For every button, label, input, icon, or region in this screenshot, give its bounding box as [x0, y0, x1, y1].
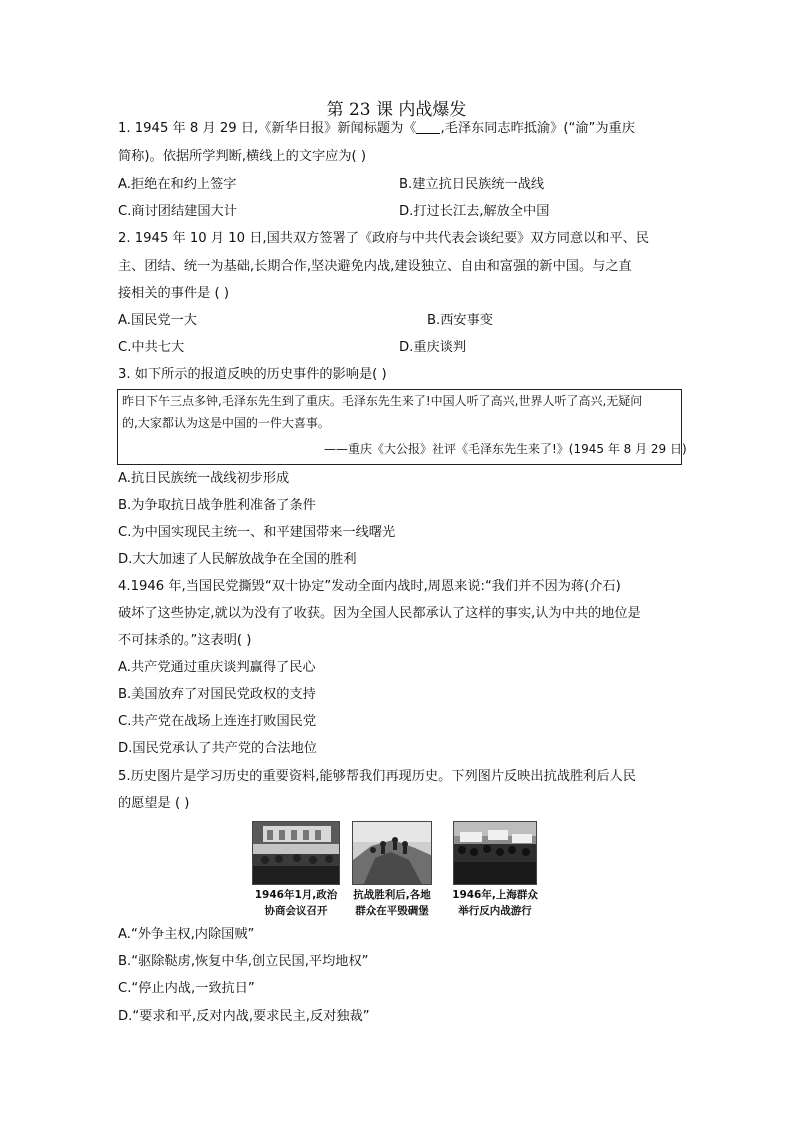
- question-3-option-c: C.为中国实现民主统一、和平建国带来一线曙光: [118, 525, 396, 540]
- quote-line-1: 昨日下午三点多钟,毛泽东先生到了重庆。毛泽东先生来了!中国人听了高兴,世界人听了高兴,无疑问: [122, 394, 643, 408]
- question-5-option-a: A.“外争主权,内除国贼”: [118, 927, 255, 942]
- question-2-stem-line-2: 主、团结、统一为基础,长期合作,坚决避免内战,建设独立、自由和富强的新中国。与之直: [118, 259, 632, 274]
- newspaper-quote-box: [117, 389, 687, 465]
- question-2-option-c: C.中共七大: [118, 340, 185, 355]
- question-4-stem-line-3: 不可抹杀的。”这表明( ): [118, 633, 252, 648]
- photo-2-caption: [346, 887, 438, 919]
- photo-demolishing-blockhouses: [352, 821, 432, 885]
- photo-2-caption-line-2: 群众在平毁碉堡: [355, 905, 429, 917]
- question-4-option-b: B.美国放弃了对国民党政权的支持: [118, 687, 316, 702]
- question-1-stem-line-2: 简称)。依据所学判断,横线上的文字应为( ): [118, 149, 367, 164]
- photo-1-caption: [250, 887, 342, 919]
- question-5-option-d: D.“要求和平,反对内战,要求民主,反对独裁”: [118, 1009, 370, 1024]
- question-1-text-b: ,毛泽东同志昨抵渝》(“渝”为重庆: [440, 121, 635, 136]
- question-4-option-d: D.国民党承认了共产党的合法地位: [118, 741, 317, 756]
- question-1-option-a: A.拒绝在和约上签字: [118, 177, 237, 192]
- question-5-option-b: B.“驱除鞑虏,恢复中华,创立民国,平均地权”: [118, 954, 369, 969]
- photo-3-caption: [449, 887, 541, 919]
- question-5-stem-line-2: 的愿望是 ( ): [118, 796, 190, 811]
- question-4-option-a: A.共产党通过重庆谈判赢得了民心: [118, 660, 316, 675]
- question-4-option-c: C.共产党在战场上连连打败国民党: [118, 714, 317, 729]
- question-3-stem: 3. 如下所示的报道反映的历史事件的影响是( ): [118, 367, 387, 382]
- question-2-option-b: B.西安事变: [427, 313, 493, 328]
- question-3-option-b: B.为争取抗日战争胜利准备了条件: [118, 498, 316, 513]
- photo-anti-civil-war-march: [453, 821, 537, 885]
- question-2-stem-line-3: 接相关的事件是 ( ): [118, 286, 229, 301]
- photo-3-caption-line-1: 1946年,上海群众: [452, 889, 538, 901]
- question-2-stem-line-1: 2. 1945 年 10 月 10 日,国共双方签署了《政府与中共代表会谈纪要》双方同意以和平、民: [118, 231, 650, 246]
- photo-2-caption-line-1: 抗战胜利后,各地: [353, 889, 431, 901]
- question-2-option-a: A.国民党一大: [118, 313, 197, 328]
- question-5-stem-line-1: 5.历史图片是学习历史的重要资料,能够帮我们再现历史。下列图片反映出抗战胜利后人民: [118, 769, 636, 784]
- question-1-option-b: B.建立抗日民族统一战线: [399, 177, 545, 192]
- question-3-option-a: A.抗日民族统一战线初步形成: [118, 471, 290, 486]
- photo-political-consultative-conference: [252, 821, 340, 885]
- photo-3-caption-line-2: 举行反内战游行: [458, 905, 532, 917]
- question-4-stem-line-2: 破坏了这些协定,就以为没有了收获。因为全国人民都承认了这样的事实,认为中共的地位是: [118, 606, 641, 621]
- question-4-stem-line-1: 4.1946 年,当国民党撕毁“双十协定”发动全面内战时,周恩来说:“我们并不因为蒋(介石): [118, 579, 621, 594]
- question-5-option-c: C.“停止内战,一致抗日”: [118, 981, 255, 996]
- page-title: 第 23 课 内战爆发: [326, 100, 467, 120]
- question-1-stem-line-1: [118, 120, 635, 138]
- quote-line-2: 的,大家都认为这是中国的一件大喜事。: [122, 416, 330, 430]
- question-2-option-d: D.重庆谈判: [399, 340, 467, 355]
- photo-1-caption-line-2: 协商会议召开: [264, 905, 328, 917]
- answer-blank: [416, 120, 440, 134]
- question-1-text-a: 1. 1945 年 8 月 29 日,《新华日报》新闻标题为《: [118, 121, 417, 136]
- quote-source: ——重庆《大公报》社评《毛泽东先生来了!》(1945 年 8 月 29 日): [324, 442, 687, 456]
- question-3-option-d: D.大大加速了人民解放战争在全国的胜利: [118, 552, 357, 567]
- question-1-option-c: C.商讨团结建国大计: [118, 204, 237, 219]
- question-1-option-d: D.打过长江去,解放全中国: [399, 204, 550, 219]
- photo-1-caption-line-1: 1946年1月,政治: [254, 889, 338, 901]
